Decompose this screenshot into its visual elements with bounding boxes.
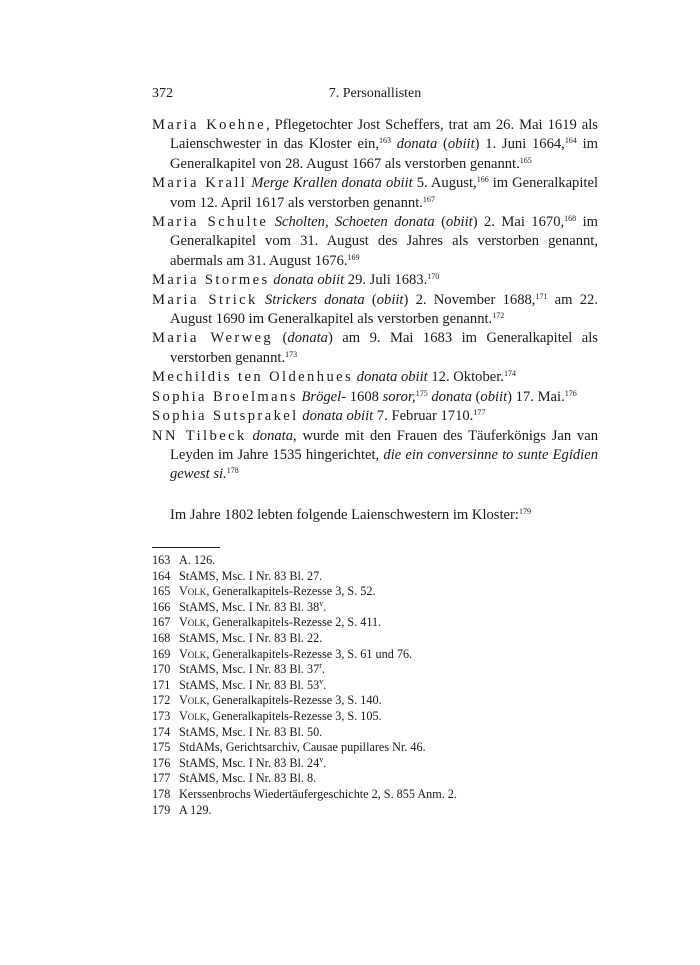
- person-name: Maria Strick: [152, 291, 258, 308]
- footnote-number: 167: [152, 615, 171, 630]
- text-run: StAMS, Msc. I Nr. 83 Bl. 22.: [179, 630, 323, 645]
- person-name: Sophia Sutsprakel: [152, 408, 299, 425]
- running-head: 7. Personallisten: [328, 86, 422, 101]
- footnote: [152, 647, 598, 663]
- footnote-ref: 175: [415, 388, 428, 398]
- author-name: Volk: [179, 584, 207, 599]
- person-list: [152, 116, 598, 485]
- text-run: StAMS, Msc. I Nr. 83 Bl. 27.: [179, 568, 323, 583]
- text-run: A 129.: [179, 802, 212, 817]
- italic-text: Merge Krallen donata obiit: [251, 175, 413, 192]
- footnote: [152, 709, 598, 725]
- footnote-ref: 177: [473, 408, 486, 418]
- text-run: StdAMs, Gerichtsarchiv, Causae pupillares Nr. 46.: [179, 740, 426, 755]
- footnote-ref: 163: [378, 136, 391, 146]
- footnote: [152, 725, 598, 741]
- person-name: NN Tilbeck: [152, 427, 247, 444]
- footnote: [152, 662, 598, 678]
- text-run: ) 17. Mai.: [507, 388, 565, 405]
- footnote-number: 176: [152, 755, 171, 770]
- text-run: (: [471, 388, 481, 405]
- footnote-number: 175: [152, 740, 171, 755]
- italic-text: donata obiit: [302, 408, 374, 425]
- italic-text: donata obiit: [273, 272, 345, 289]
- page-number: 372: [152, 86, 173, 101]
- text-run: A. 126.: [179, 553, 216, 567]
- author-name: Volk: [179, 646, 207, 661]
- footnote-number: 173: [152, 708, 171, 723]
- italic-text: obiit: [445, 214, 473, 231]
- author-name: Volk: [179, 615, 207, 630]
- footnote: [152, 787, 598, 803]
- author-name: Volk: [179, 708, 207, 723]
- text-run: am 22. August 1690 im Generalkapitel als verstorben genannt.: [170, 291, 598, 328]
- person-entry: [152, 368, 598, 387]
- person-entry: [152, 407, 598, 426]
- italic-text: donata: [431, 388, 472, 405]
- text-run: 1608: [346, 388, 383, 405]
- footnote: [152, 615, 598, 631]
- person-entry: [152, 174, 598, 213]
- footnote-number: 165: [152, 584, 171, 599]
- text-run: , Generalkapitels-Rezesse 3, S. 140.: [206, 693, 382, 708]
- footnote-ref: 164: [564, 136, 577, 146]
- text-run: StAMS, Msc. I Nr. 83 Bl. 38: [179, 599, 320, 614]
- closing-sentence: [170, 506, 598, 525]
- italic-text: obiit: [447, 136, 475, 153]
- text-run: StAMS, Msc. I Nr. 83 Bl. 37: [179, 662, 320, 677]
- footnote-number: 178: [152, 786, 171, 801]
- footnote-number: 164: [152, 568, 171, 583]
- footnote-ref: 168: [564, 214, 577, 224]
- italic-text: donata obiit: [356, 369, 428, 386]
- text-run: ) am 9. Mai 1683 im Generalkapitel als verstorben genannt.: [170, 330, 598, 366]
- footnote-ref: 179: [518, 507, 531, 516]
- text-run: .: [323, 755, 327, 770]
- text-run: im Generalkapitel vom 12. April 1617 als verstorben genannt.: [170, 175, 598, 211]
- footnote: [152, 756, 598, 772]
- text-run: (: [437, 136, 448, 153]
- footnotes: [152, 553, 598, 818]
- text-run: , Generalkapitels-Rezesse 3, S. 105.: [206, 708, 382, 723]
- footnote-ref: 166: [476, 175, 489, 185]
- footnote: [152, 678, 598, 694]
- text-run: StAMS, Msc. I Nr. 83 Bl. 53: [179, 677, 320, 692]
- person-name: Maria Werweg: [152, 330, 274, 347]
- text-run: im Generalkapitel von 28. August 1667 als verstorben genannt.: [170, 136, 598, 172]
- text-run: Kerssenbrochs Wiedertäufergeschichte 2, S. 855 Anm. 2.: [179, 786, 457, 801]
- footnote-ref: 165: [519, 155, 532, 165]
- footnote-number: 169: [152, 646, 171, 661]
- person-entry: [152, 213, 598, 271]
- text-run: .: [321, 662, 325, 677]
- text-run: , Generalkapitels-Rezesse 3, S. 52.: [206, 584, 376, 599]
- footnote-ref: 178: [226, 466, 239, 476]
- text-run: StAMS, Msc. I Nr. 83 Bl. 50.: [179, 724, 323, 739]
- footnote: [152, 584, 598, 600]
- text-run: (: [273, 330, 288, 347]
- italic-text: obiit: [480, 388, 508, 405]
- italic-text: Strickers donata: [264, 291, 365, 308]
- person-entry: [152, 291, 598, 330]
- person-entry: [152, 271, 598, 290]
- person-name: Maria Schulte: [152, 214, 269, 231]
- person-name: Maria Stormes: [152, 272, 270, 289]
- text-run: , wurde mit den Frauen des Täuferkönigs Jan van Leyden im Jahre 1535 hingerichtet,: [170, 427, 599, 463]
- text-run: StAMS, Msc. I Nr. 83 Bl. 8.: [179, 771, 317, 786]
- italic-text: Brögel-: [301, 388, 347, 405]
- footnote-number: 172: [152, 693, 171, 708]
- footnote-ref: r: [319, 661, 322, 671]
- footnote: [152, 553, 598, 569]
- page-header: [152, 86, 598, 106]
- footnote-ref: 176: [564, 388, 577, 398]
- footnote-number: 177: [152, 771, 171, 786]
- italic-text: Scholten, Schoeten donata: [274, 214, 435, 231]
- footnote-ref: v: [319, 598, 324, 608]
- text-run: ) 1. Juni 1664,: [474, 136, 565, 153]
- footnote-number: 179: [152, 802, 171, 817]
- footnote-number: 163: [152, 553, 171, 567]
- footnote-number: 166: [152, 599, 171, 614]
- text-run: , Generalkapitels-Rezesse 2, S. 411.: [206, 615, 382, 630]
- person-name: Mechildis ten Oldenhues: [152, 369, 354, 386]
- footnote-ref: 173: [285, 349, 298, 359]
- person-entry: [152, 427, 598, 485]
- person-entry: [152, 329, 598, 368]
- footnote-ref: 170: [427, 272, 440, 282]
- text-run: 5. August,: [412, 175, 477, 192]
- footnote: [152, 771, 598, 787]
- footnote-ref: 171: [535, 291, 548, 301]
- text-run: [258, 292, 265, 308]
- text-run: ) 2. November 1688,: [403, 291, 536, 308]
- footnote-separator: [152, 547, 220, 548]
- footnote: [152, 803, 598, 819]
- text-run: 29. Juli 1683.: [344, 272, 428, 289]
- text-run: 12. Oktober.: [427, 369, 504, 386]
- person-name: Maria Krall: [152, 175, 248, 192]
- person-entry: [152, 116, 598, 174]
- text-run: ) 2. Mai 1670,: [472, 214, 565, 231]
- text-run: (: [434, 214, 446, 231]
- text-run: .: [323, 599, 327, 614]
- footnote: [152, 693, 598, 709]
- italic-text: donata: [252, 427, 294, 444]
- footnote-number: 174: [152, 724, 171, 739]
- footnote-number: 170: [152, 662, 171, 677]
- text-run: im Generalkapitel vom 31. August des Jahres als verstorben genannt, abermals am 31. August 1676.: [170, 214, 598, 269]
- italic-text: donata: [396, 136, 438, 153]
- person-name: Maria Koehne: [152, 117, 267, 133]
- footnote-number: 168: [152, 630, 171, 645]
- footnote-ref: 167: [422, 194, 435, 204]
- italic-text: donata: [287, 330, 328, 347]
- footnote-ref: 169: [347, 252, 360, 262]
- footnote: [152, 740, 598, 756]
- footnote-ref: v: [319, 754, 324, 764]
- text-run: (: [364, 291, 377, 308]
- italic-text: die ein conversinne to sunte Egidien gewest si.: [170, 446, 598, 483]
- closing-text: Im Jahre 1802 lebten folgende Laienschwestern im Kloster:: [170, 507, 519, 523]
- text-run: , Generalkapitels-Rezesse 3, S. 61 und 76.: [206, 646, 413, 661]
- text-run: .: [323, 677, 327, 692]
- text-run: 7. Februar 1710.: [373, 408, 474, 425]
- italic-text: soror,: [382, 388, 416, 405]
- footnote: [152, 631, 598, 647]
- footnote: [152, 600, 598, 616]
- footnote-ref: 172: [492, 311, 505, 321]
- footnote-number: 171: [152, 677, 171, 692]
- text-run: , Pflegetochter Jost Scheffers, trat am 26. Mai 1619 als Laienschwester in das Kloster ein,: [170, 117, 598, 153]
- author-name: Volk: [179, 693, 207, 708]
- footnote-ref: v: [319, 676, 324, 686]
- footnote: [152, 569, 598, 585]
- person-entry: [152, 388, 598, 407]
- text-run: StAMS, Msc. I Nr. 83 Bl. 24: [179, 755, 320, 770]
- footnote-ref: 174: [503, 369, 516, 379]
- person-name: Sophia Broelmans: [152, 388, 298, 405]
- italic-text: obiit: [376, 291, 404, 308]
